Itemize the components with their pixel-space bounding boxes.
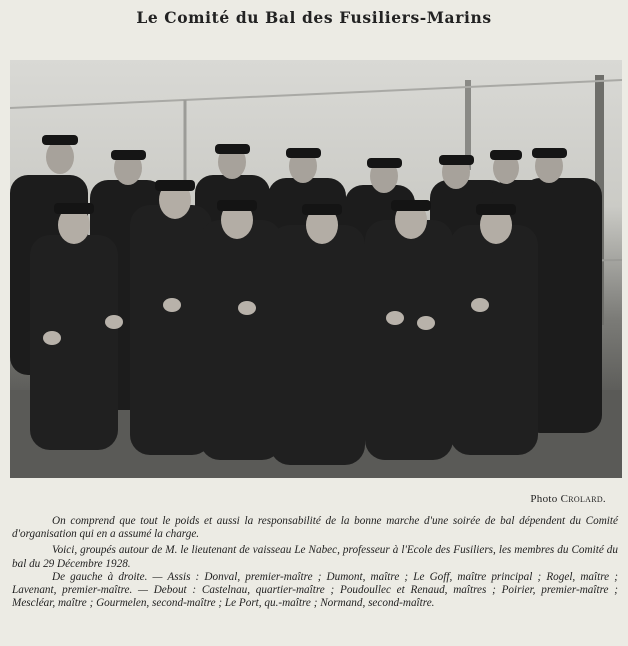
paragraph-group: Voici, groupés autour de M. le lieutenant de vaisseau Le Nabec, professeur à l'Ecole des Fusiliers, les membres du Comité du bal du 29 Décembre 1928. bbox=[12, 544, 618, 570]
photo-credit-label: Photo bbox=[530, 493, 558, 505]
group-photo-illustration bbox=[10, 60, 622, 478]
group-photo bbox=[10, 60, 622, 478]
photo-credit bbox=[530, 493, 606, 505]
paragraph-names: De gauche à droite. — Assis : Donval, premier-maître ; Dumont, maître ; Le Goff, maître principal ; Rogel, maître ; Lavenant, premier-maître. — Debout : Castelnau, quartier-maître ; Poudoullec et Renaud, maîtres ; Poirier, premier-maître ; Mescléar, maître ; Gourmelen, second-maître ; Le Port, qu.-maître ; Normand, second-maître. bbox=[12, 570, 618, 610]
article-title: Le Comité du Bal des Fusiliers-Marins bbox=[136, 8, 492, 27]
photo-credit-name: Crolard. bbox=[560, 493, 606, 505]
paragraph-intro: On comprend que tout le poids et aussi la responsabilité de la bonne marche d'une soirée de bal dépendent du Comité d'organisation qui en a assumé la charge. bbox=[12, 515, 618, 541]
article-body bbox=[12, 515, 618, 610]
